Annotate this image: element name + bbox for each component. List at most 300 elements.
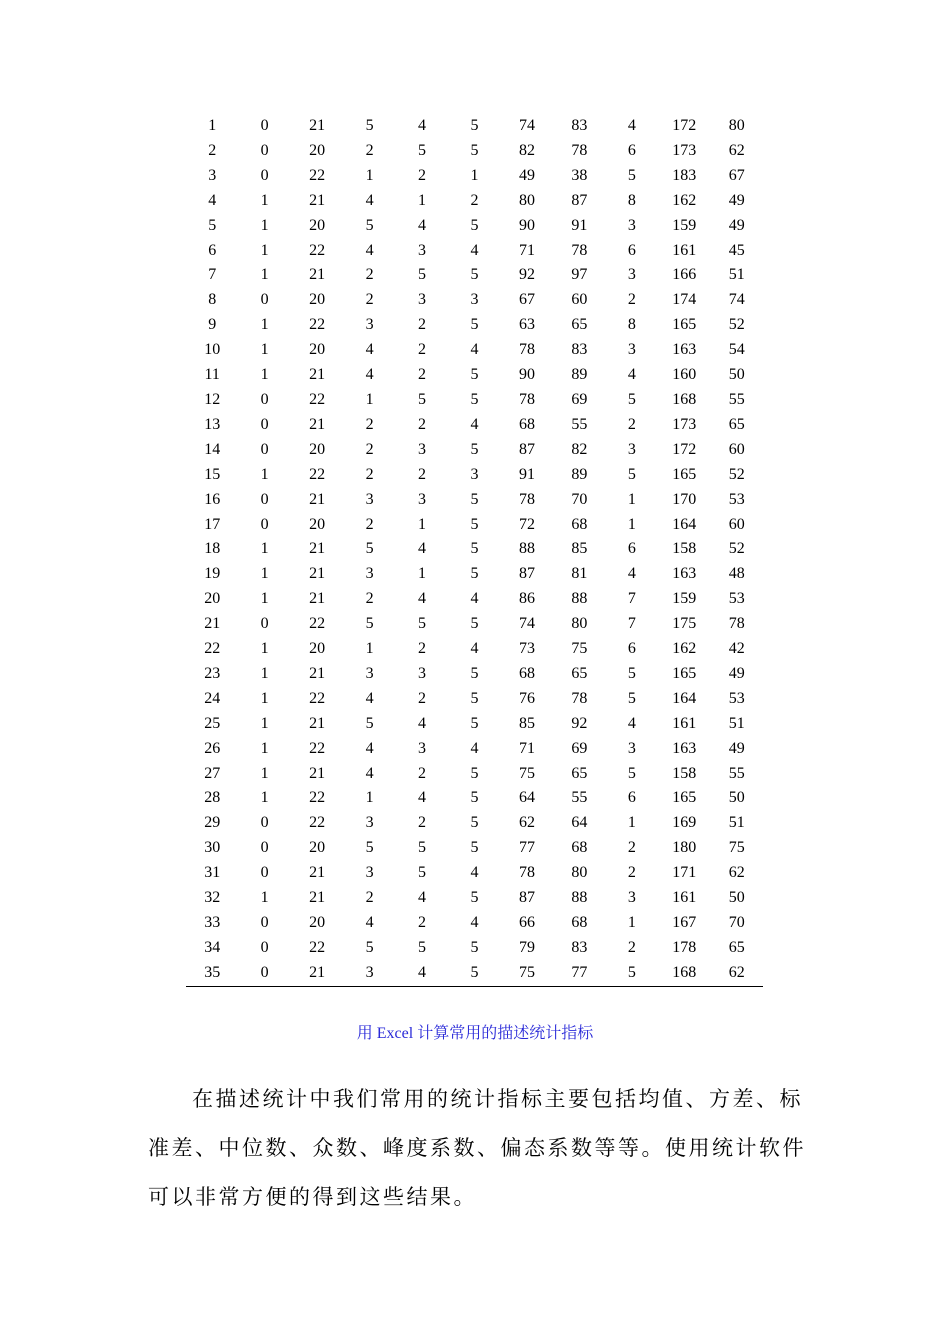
table-cell: 80 <box>571 615 588 633</box>
table-cell: 0 <box>260 963 269 981</box>
table-cell: 4 <box>470 640 479 658</box>
table-cell: 67 <box>518 291 535 309</box>
table-row <box>186 836 763 861</box>
table-cell: 1 <box>627 515 636 533</box>
table-cell: 70 <box>571 490 588 508</box>
table-cell: 2 <box>365 291 374 309</box>
table-cell: 48 <box>728 565 745 583</box>
table-cell: 20 <box>309 515 326 533</box>
table-cell: 161 <box>672 889 697 907</box>
table-cell: 0 <box>260 291 269 309</box>
table-cell: 2 <box>365 415 374 433</box>
table-cell: 159 <box>672 590 697 608</box>
table-cell: 5 <box>418 938 427 956</box>
table-cell: 3 <box>627 440 636 458</box>
table-cell: 45 <box>728 241 745 259</box>
table-cell: 29 <box>204 814 221 832</box>
table-cell: 0 <box>260 141 269 159</box>
table-cell: 83 <box>571 938 588 956</box>
table-row <box>186 513 763 538</box>
table-cell: 4 <box>365 914 374 931</box>
table-cell: 4 <box>365 191 374 209</box>
table-cell: 22 <box>309 615 326 633</box>
table-cell: 5 <box>470 141 479 159</box>
table-cell: 6 <box>627 789 636 807</box>
table-cell: 80 <box>518 191 535 209</box>
table-cell: 5 <box>365 540 374 558</box>
table-cell: 60 <box>571 291 588 309</box>
table-cell: 22 <box>309 241 326 259</box>
table-cell: 26 <box>204 739 221 757</box>
table-cell: 1 <box>365 789 374 807</box>
table-row <box>186 413 763 438</box>
table-cell: 1 <box>418 191 427 209</box>
table-cell: 1 <box>627 914 636 931</box>
table-cell: 78 <box>571 689 588 707</box>
table-cell: 8 <box>627 316 636 334</box>
table-cell: 4 <box>365 739 374 757</box>
table-cell: 6 <box>627 241 636 259</box>
table-cell: 4 <box>418 590 427 608</box>
table-cell: 3 <box>627 341 636 359</box>
table-row <box>186 562 763 587</box>
table-cell: 87 <box>518 889 535 907</box>
table-cell: 3 <box>627 739 636 757</box>
table-cell: 22 <box>309 814 326 832</box>
table-cell: 0 <box>260 440 269 458</box>
table-row <box>186 338 763 363</box>
table-cell: 21 <box>309 490 326 508</box>
table-cell: 5 <box>470 266 479 284</box>
table-cell: 78 <box>571 241 588 259</box>
table-cell: 5 <box>470 565 479 583</box>
table-cell: 5 <box>470 316 479 334</box>
table-cell: 49 <box>728 191 745 209</box>
table-cell: 77 <box>518 839 535 857</box>
table-cell: 5 <box>470 117 479 134</box>
table-cell: 1 <box>260 789 269 807</box>
table-cell: 51 <box>728 266 745 284</box>
table-cell: 163 <box>672 739 697 757</box>
table-cell: 15 <box>204 465 221 483</box>
table-cell: 5 <box>470 540 479 558</box>
table-cell: 74 <box>518 117 535 134</box>
table-cell: 5 <box>627 390 636 408</box>
table-cell: 91 <box>518 465 535 483</box>
table-cell: 0 <box>260 515 269 533</box>
table-cell: 13 <box>204 415 221 433</box>
table-cell: 1 <box>260 366 269 384</box>
table-cell: 180 <box>672 839 697 857</box>
table-cell: 2 <box>418 914 427 931</box>
table-cell: 49 <box>728 664 745 682</box>
table-cell: 170 <box>672 490 697 508</box>
table-cell: 5 <box>470 839 479 857</box>
table-cell: 162 <box>672 191 697 209</box>
table-cell: 3 <box>470 291 479 309</box>
table-cell: 75 <box>518 764 535 782</box>
table-cell: 2 <box>418 689 427 707</box>
table-cell: 38 <box>571 166 588 184</box>
table-row <box>186 239 763 264</box>
table-row <box>186 214 763 239</box>
table-cell: 2 <box>627 291 636 309</box>
table-cell: 9 <box>208 316 217 334</box>
table-cell: 87 <box>518 565 535 583</box>
table-cell: 168 <box>672 390 697 408</box>
table-cell: 19 <box>204 565 221 583</box>
table-row <box>186 662 763 687</box>
table-cell: 1 <box>260 266 269 284</box>
table-cell: 1 <box>260 191 269 209</box>
table-cell: 183 <box>672 166 697 184</box>
table-cell: 82 <box>571 440 588 458</box>
table-cell: 22 <box>309 465 326 483</box>
table-cell: 173 <box>672 415 697 433</box>
table-cell: 20 <box>309 216 326 234</box>
table-cell: 66 <box>518 914 535 931</box>
table-cell: 3 <box>627 889 636 907</box>
table-cell: 1 <box>260 664 269 682</box>
table-cell: 21 <box>309 963 326 981</box>
table-cell: 4 <box>418 963 427 981</box>
table-cell: 5 <box>470 689 479 707</box>
table-row <box>186 463 763 488</box>
table-cell: 5 <box>418 839 427 857</box>
table-cell: 4 <box>208 191 217 209</box>
table-cell: 4 <box>470 415 479 433</box>
table-cell: 4 <box>365 764 374 782</box>
table-cell: 5 <box>470 889 479 907</box>
table-cell: 3 <box>418 490 427 508</box>
table-cell: 54 <box>728 341 745 359</box>
table-cell: 78 <box>571 141 588 159</box>
table-cell: 52 <box>728 540 745 558</box>
table-cell: 0 <box>260 839 269 857</box>
table-cell: 21 <box>309 864 326 882</box>
table-cell: 5 <box>365 714 374 732</box>
table-cell: 90 <box>518 216 535 234</box>
table-cell: 5 <box>470 440 479 458</box>
table-cell: 20 <box>309 141 326 159</box>
table-cell: 53 <box>728 590 745 608</box>
table-cell: 164 <box>672 689 697 707</box>
table-cell: 1 <box>260 465 269 483</box>
table-cell: 3 <box>365 814 374 832</box>
table-cell: 82 <box>518 141 535 159</box>
table-cell: 1 <box>260 241 269 259</box>
table-cell: 175 <box>672 615 697 633</box>
table-cell: 22 <box>309 689 326 707</box>
table-cell: 86 <box>518 590 535 608</box>
table-cell: 74 <box>728 291 745 309</box>
table-cell: 20 <box>309 291 326 309</box>
table-cell: 50 <box>728 366 745 384</box>
table-cell: 4 <box>470 341 479 359</box>
table-cell: 75 <box>518 963 535 981</box>
table-cell: 5 <box>627 689 636 707</box>
table-cell: 165 <box>672 316 697 334</box>
table-cell: 165 <box>672 465 697 483</box>
table-row <box>186 114 763 139</box>
table-cell: 33 <box>204 914 221 931</box>
table-cell: 5 <box>470 390 479 408</box>
table-cell: 173 <box>672 141 697 159</box>
table-cell: 4 <box>470 590 479 608</box>
table-cell: 2 <box>365 590 374 608</box>
table-row <box>186 612 763 637</box>
table-cell: 4 <box>627 366 636 384</box>
table-cell: 97 <box>571 266 588 284</box>
table-cell: 88 <box>571 590 588 608</box>
table-cell: 5 <box>418 864 427 882</box>
table-cell: 6 <box>627 141 636 159</box>
table-cell: 62 <box>518 814 535 832</box>
table-cell: 4 <box>627 565 636 583</box>
table-cell: 22 <box>204 640 221 658</box>
table-cell: 53 <box>728 490 745 508</box>
table-cell: 1 <box>365 640 374 658</box>
table-cell: 71 <box>518 739 535 757</box>
table-cell: 4 <box>418 216 427 234</box>
table-cell: 172 <box>672 117 697 134</box>
table-cell: 5 <box>470 366 479 384</box>
table-cell: 1 <box>260 540 269 558</box>
table-cell: 1 <box>365 166 374 184</box>
table-cell: 4 <box>627 117 636 134</box>
table-cell: 21 <box>309 664 326 682</box>
table-cell: 89 <box>571 465 588 483</box>
table-cell: 21 <box>309 117 326 134</box>
table-cell: 1 <box>418 565 427 583</box>
table-cell: 21 <box>309 540 326 558</box>
table-cell: 3 <box>208 166 217 184</box>
table-cell: 3 <box>365 565 374 583</box>
table-cell: 52 <box>728 316 745 334</box>
table-cell: 0 <box>260 814 269 832</box>
table-cell: 6 <box>627 540 636 558</box>
table-cell: 0 <box>260 490 269 508</box>
table-cell: 0 <box>260 117 269 134</box>
table-cell: 55 <box>728 764 745 782</box>
table-cell: 5 <box>365 938 374 956</box>
table-cell: 5 <box>627 166 636 184</box>
table-cell: 2 <box>627 839 636 857</box>
table-cell: 78 <box>518 341 535 359</box>
table-cell: 2 <box>365 266 374 284</box>
table-cell: 3 <box>627 266 636 284</box>
table-cell: 161 <box>672 714 697 732</box>
table-cell: 11 <box>204 366 220 384</box>
table-cell: 5 <box>470 938 479 956</box>
table-cell: 2 <box>365 141 374 159</box>
table-cell: 89 <box>571 366 588 384</box>
table-cell: 1 <box>260 640 269 658</box>
table-cell: 5 <box>365 216 374 234</box>
table-cell: 69 <box>571 739 588 757</box>
table-cell: 65 <box>571 664 588 682</box>
table-cell: 87 <box>571 191 588 209</box>
table-cell: 55 <box>571 789 588 807</box>
table-cell: 53 <box>728 689 745 707</box>
table-row <box>186 811 763 836</box>
table-cell: 3 <box>627 216 636 234</box>
table-row <box>186 911 763 936</box>
table-cell: 2 <box>418 465 427 483</box>
table-cell: 3 <box>418 739 427 757</box>
table-cell: 34 <box>204 938 221 956</box>
table-cell: 1 <box>260 216 269 234</box>
table-cell: 2 <box>627 938 636 956</box>
table-cell: 2 <box>365 515 374 533</box>
table-cell: 21 <box>309 366 326 384</box>
table-cell: 0 <box>260 914 269 931</box>
table-cell: 158 <box>672 540 697 558</box>
table-cell: 78 <box>518 390 535 408</box>
table-cell: 1 <box>260 714 269 732</box>
table-cell: 21 <box>309 590 326 608</box>
table-cell: 20 <box>309 440 326 458</box>
table-cell: 51 <box>728 814 745 832</box>
table-cell: 1 <box>260 565 269 583</box>
table-cell: 3 <box>418 664 427 682</box>
table-cell: 21 <box>309 191 326 209</box>
table-cell: 1 <box>627 490 636 508</box>
table-cell: 5 <box>470 789 479 807</box>
table-cell: 168 <box>672 963 697 981</box>
table-cell: 22 <box>309 166 326 184</box>
table-cell: 2 <box>418 814 427 832</box>
table-cell: 21 <box>204 615 221 633</box>
table-cell: 4 <box>627 714 636 732</box>
table-cell: 163 <box>672 341 697 359</box>
table-cell: 3 <box>365 664 374 682</box>
table-cell: 5 <box>418 266 427 284</box>
table-cell: 55 <box>728 390 745 408</box>
table-cell: 5 <box>627 963 636 981</box>
table-cell: 91 <box>571 216 588 234</box>
table-cell: 20 <box>309 341 326 359</box>
table-cell: 20 <box>309 914 326 931</box>
table-row <box>186 164 763 189</box>
table-cell: 25 <box>204 714 221 732</box>
table-cell: 2 <box>365 440 374 458</box>
table-cell: 52 <box>728 465 745 483</box>
table-cell: 20 <box>309 839 326 857</box>
table-cell: 1 <box>365 390 374 408</box>
table-cell: 4 <box>418 117 427 134</box>
table-cell: 4 <box>418 540 427 558</box>
table-cell: 49 <box>728 739 745 757</box>
table-row <box>186 861 763 886</box>
table-cell: 3 <box>365 864 374 882</box>
table-cell: 65 <box>571 316 588 334</box>
section-heading: 用 Excel 计算常用的描述统计指标 <box>356 1025 594 1042</box>
table-cell: 5 <box>470 963 479 981</box>
table-cell: 49 <box>518 166 535 184</box>
table-cell: 68 <box>571 839 588 857</box>
table-cell: 2 <box>418 166 427 184</box>
table-cell: 3 <box>470 465 479 483</box>
table-cell: 68 <box>571 515 588 533</box>
table-row <box>186 936 763 961</box>
table-cell: 60 <box>728 515 745 533</box>
table-cell: 5 <box>627 664 636 682</box>
table-cell: 0 <box>260 938 269 956</box>
table-cell: 62 <box>728 963 745 981</box>
table-cell: 2 <box>418 764 427 782</box>
table-cell: 5 <box>470 216 479 234</box>
table-row <box>186 288 763 313</box>
table-cell: 1 <box>627 814 636 832</box>
table-cell: 4 <box>365 366 374 384</box>
table-cell: 21 <box>309 889 326 907</box>
table-cell: 65 <box>728 938 745 956</box>
table-row <box>186 712 763 737</box>
table-cell: 85 <box>571 540 588 558</box>
table-cell: 3 <box>365 963 374 981</box>
table-cell: 162 <box>672 640 697 658</box>
table-cell: 4 <box>470 914 479 931</box>
table-row <box>186 786 763 811</box>
table-cell: 2 <box>208 141 217 159</box>
table-cell: 5 <box>470 615 479 633</box>
table-cell: 20 <box>309 640 326 658</box>
table-cell: 159 <box>672 216 697 234</box>
table-cell: 5 <box>470 664 479 682</box>
table-cell: 4 <box>365 241 374 259</box>
table-cell: 21 <box>309 565 326 583</box>
table-cell: 2 <box>418 640 427 658</box>
table-cell: 69 <box>571 390 588 408</box>
table-row <box>186 687 763 712</box>
table-cell: 50 <box>728 889 745 907</box>
table-cell: 8 <box>627 191 636 209</box>
table-cell: 76 <box>518 689 535 707</box>
table-cell: 21 <box>309 415 326 433</box>
table-cell: 32 <box>204 889 221 907</box>
table-cell: 4 <box>470 864 479 882</box>
table-cell: 87 <box>518 440 535 458</box>
table-cell: 7 <box>627 590 636 608</box>
table-cell: 5 <box>418 615 427 633</box>
table-row <box>186 737 763 762</box>
table-cell: 3 <box>365 490 374 508</box>
table-cell: 2 <box>627 415 636 433</box>
table-cell: 1 <box>260 689 269 707</box>
table-cell: 5 <box>627 764 636 782</box>
table-cell: 160 <box>672 366 697 384</box>
table-cell: 1 <box>260 316 269 334</box>
table-cell: 5 <box>418 141 427 159</box>
table-row <box>186 139 763 164</box>
table-cell: 2 <box>418 316 427 334</box>
table-cell: 78 <box>518 490 535 508</box>
table-cell: 174 <box>672 291 697 309</box>
table-cell: 171 <box>672 864 697 882</box>
table-cell: 4 <box>365 689 374 707</box>
table-row <box>186 363 763 388</box>
table-cell: 70 <box>728 914 745 931</box>
table-cell: 165 <box>672 789 697 807</box>
table-cell: 92 <box>518 266 535 284</box>
table-row <box>186 961 763 986</box>
table-cell: 22 <box>309 739 326 757</box>
table-cell: 3 <box>365 316 374 334</box>
table-row <box>186 762 763 787</box>
table-cell: 68 <box>518 664 535 682</box>
table-cell: 14 <box>204 440 221 458</box>
